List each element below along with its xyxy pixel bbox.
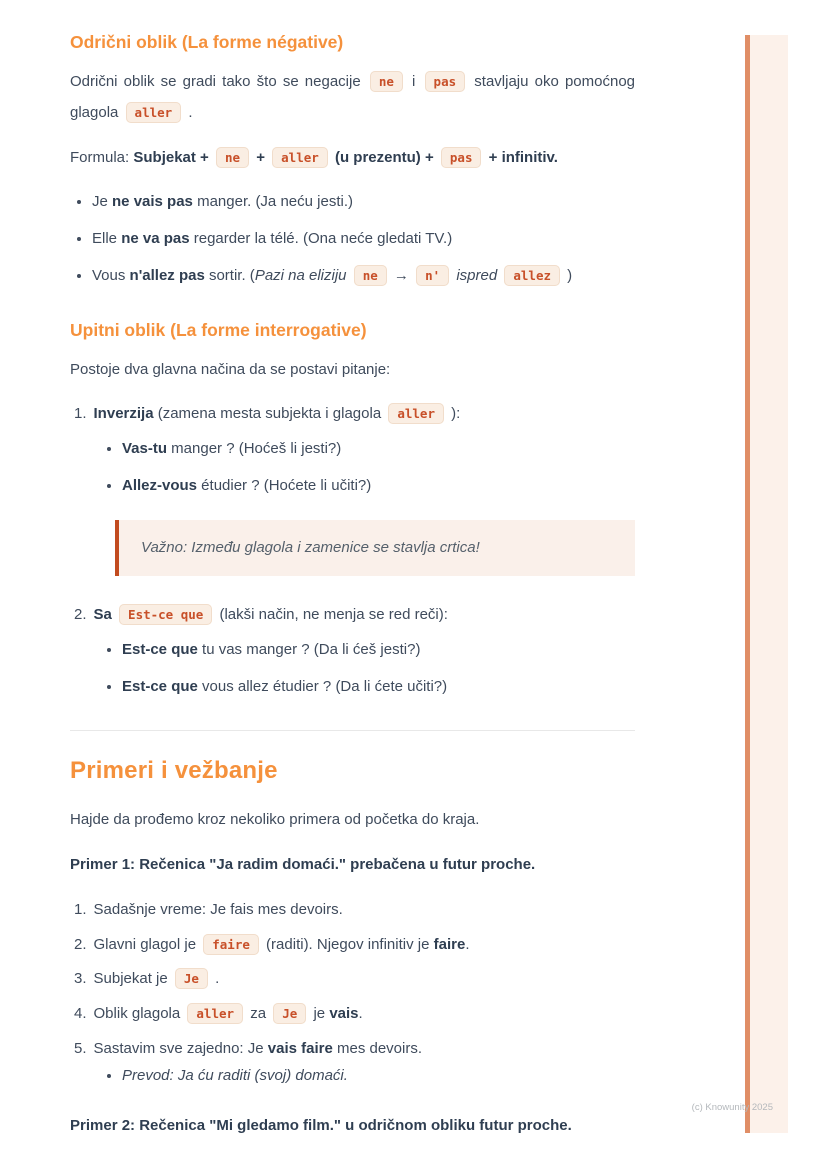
- list-item: [122, 1061, 635, 1092]
- code-badge: aller: [388, 403, 444, 424]
- text-run: sortir. (: [204, 266, 255, 284]
- text-run: Je: [92, 193, 113, 211]
- list-item-text: [94, 399, 461, 430]
- list-item: [122, 672, 635, 703]
- text-run: je: [309, 1005, 330, 1022]
- text-run: vais: [329, 1005, 359, 1022]
- list-item-text: [94, 895, 343, 926]
- text-run: Vous: [92, 266, 130, 284]
- text-run: Primer 1: Rečenica "Ja radim domaći." prebačena u futur proche.: [70, 856, 536, 873]
- text-run: Subjekat +: [133, 148, 213, 166]
- code-badge: n': [416, 265, 449, 286]
- code-badge: ne: [370, 71, 403, 92]
- step-1: [70, 895, 635, 926]
- code-badge: pas: [425, 71, 466, 92]
- step-2: [70, 930, 635, 961]
- text-run: +: [252, 148, 270, 166]
- text-run: étudier ? (Hoćete li učiti?): [197, 476, 372, 494]
- list-item-text: [94, 999, 363, 1030]
- list-number: 3.: [74, 970, 87, 988]
- text-run: Elle: [92, 230, 122, 247]
- step-3: [70, 964, 635, 995]
- text-run: Vas-tu: [122, 440, 168, 457]
- text-run: Primeri i vežbanje: [70, 757, 278, 785]
- list-number: 5.: [74, 1039, 87, 1057]
- list-item-text: [94, 1034, 423, 1065]
- document-content: [70, 32, 635, 1156]
- text-run: Pazi na eliziju: [254, 266, 347, 284]
- text-run: mes devoirs.: [332, 1039, 423, 1057]
- step-4: [70, 999, 635, 1030]
- list-item-text: [94, 600, 448, 631]
- text-run: (u prezentu) +: [330, 148, 438, 166]
- code-badge: Je: [175, 968, 208, 989]
- text-run: Sastavim sve zajedno: Je: [93, 1039, 268, 1057]
- text-run: [497, 267, 501, 284]
- code-badge: faire: [203, 934, 259, 955]
- text-run: Inverzija: [93, 405, 154, 423]
- text-run: [347, 267, 351, 284]
- copyright-text: (c) Knowunity 2025: [691, 1102, 773, 1113]
- heading-odricni-oblik: [70, 32, 635, 53]
- para-upitni-intro: [70, 355, 635, 386]
- code-badge: pas: [441, 147, 482, 168]
- list-number: 1.: [74, 900, 87, 918]
- text-run: Važno: Između glagola i zamenice se stavlja crtica!: [141, 538, 480, 556]
- list-number: 2.: [74, 935, 87, 953]
- text-run: Est-ce que: [122, 677, 198, 695]
- list-item: [122, 471, 635, 502]
- list-number: 1.: [74, 405, 87, 423]
- text-run: ):: [446, 405, 461, 423]
- text-run: Upitni oblik (La forme interrogative): [70, 319, 367, 340]
- text-run: Subjekat je: [93, 970, 172, 988]
- text-run: za: [246, 1005, 271, 1022]
- text-run: Postoje dva glavna načina da se postavi pitanje:: [70, 360, 391, 378]
- text-run: Formula:: [70, 148, 134, 166]
- text-run: faire: [433, 935, 466, 953]
- para-formula: [70, 143, 635, 174]
- text-run: .: [358, 1005, 363, 1022]
- text-run: [112, 606, 116, 623]
- text-run: Est-ce que: [122, 640, 198, 658]
- list-item-text: [94, 930, 470, 961]
- text-run: Sadašnje vreme: Je fais mes devoirs.: [93, 900, 343, 918]
- list-negation-examples: [70, 187, 635, 291]
- text-run: Allez-vous: [122, 476, 198, 494]
- text-run: Glavni glagol je: [93, 935, 201, 953]
- text-run: regarder la télé. (Ona neće gledati TV.): [189, 230, 453, 247]
- text-run: vous allez étudier ? (Da li ćete učiti?): [197, 677, 448, 695]
- list-item: [92, 224, 635, 255]
- right-accent-band: [745, 35, 788, 1133]
- text-run: ne vais pas: [112, 193, 193, 211]
- list-number: 2.: [74, 606, 87, 623]
- text-run: Sa: [93, 606, 112, 623]
- code-badge: Je: [273, 1003, 306, 1024]
- heading-upitni-oblik: [70, 320, 635, 341]
- code-badge: allez: [504, 265, 560, 286]
- section-divider: [70, 730, 635, 731]
- code-badge: ne: [216, 147, 249, 168]
- list-prevod: [100, 1061, 635, 1092]
- code-badge: aller: [187, 1003, 243, 1024]
- text-run: ): [563, 266, 573, 284]
- para-primeri-intro: [70, 805, 635, 836]
- text-run: vais faire: [267, 1039, 333, 1057]
- text-run: (raditi). Njegov infinitiv je: [261, 935, 434, 953]
- item-est-ce-que: [70, 600, 635, 631]
- list-number: 4.: [74, 1005, 87, 1022]
- text-run: Prevod: Ja ću raditi (svoj) domaći.: [122, 1066, 348, 1084]
- list-est-ce-que-examples: [100, 635, 635, 703]
- callout-text: [141, 537, 613, 560]
- text-run: .: [184, 103, 193, 121]
- text-run: Oblik glagola: [93, 1005, 185, 1022]
- text-run: i: [405, 73, 422, 90]
- code-badge: Est-ce que: [119, 604, 212, 625]
- para-odricni-intro: [70, 67, 635, 129]
- code-badge: ne: [354, 265, 387, 286]
- callout-vazno: [115, 520, 635, 577]
- list-item: [92, 187, 635, 218]
- item-inverzija: [70, 399, 635, 430]
- text-run: n'allez pas: [129, 266, 205, 284]
- text-run: Odrični oblik (La forme négative): [70, 32, 344, 52]
- code-badge: aller: [126, 102, 182, 123]
- text-run: ispred: [456, 266, 498, 284]
- text-run: (lakši način, ne menja se red reči):: [215, 606, 448, 623]
- para-primer-1: [70, 850, 635, 881]
- para-primer-2: [70, 1111, 635, 1142]
- text-run: tu vas manger ? (Da li ćeš jesti?): [197, 640, 421, 658]
- list-item: [122, 434, 635, 465]
- list-item-text: [94, 964, 220, 995]
- text-run: .: [465, 935, 470, 953]
- text-run: (zamena mesta subjekta i glagola: [153, 405, 386, 423]
- text-run: manger ? (Hoćeš li jesti?): [167, 440, 342, 457]
- text-run: →: [389, 266, 414, 284]
- text-run: stavljaju oko pomoćnog glagola: [70, 73, 635, 121]
- text-run: ne va pas: [121, 230, 190, 247]
- text-run: + infinitiv.: [484, 148, 558, 166]
- heading-primeri: [70, 757, 635, 785]
- list-item: [92, 261, 635, 292]
- list-inverzija-examples: [100, 434, 635, 502]
- list-item: [122, 635, 635, 666]
- text-run: manger. (Ja neću jesti.): [192, 193, 353, 211]
- text-run: Hajde da prođemo kroz nekoliko primera od početka do kraja.: [70, 811, 480, 829]
- text-run: Odrični oblik se gradi tako što se negacije: [70, 73, 367, 90]
- text-run: .: [210, 970, 220, 988]
- text-run: Primer 2: Rečenica "Mi gledamo film." u odričnom obliku futur proche.: [70, 1117, 572, 1135]
- code-badge: aller: [272, 147, 328, 168]
